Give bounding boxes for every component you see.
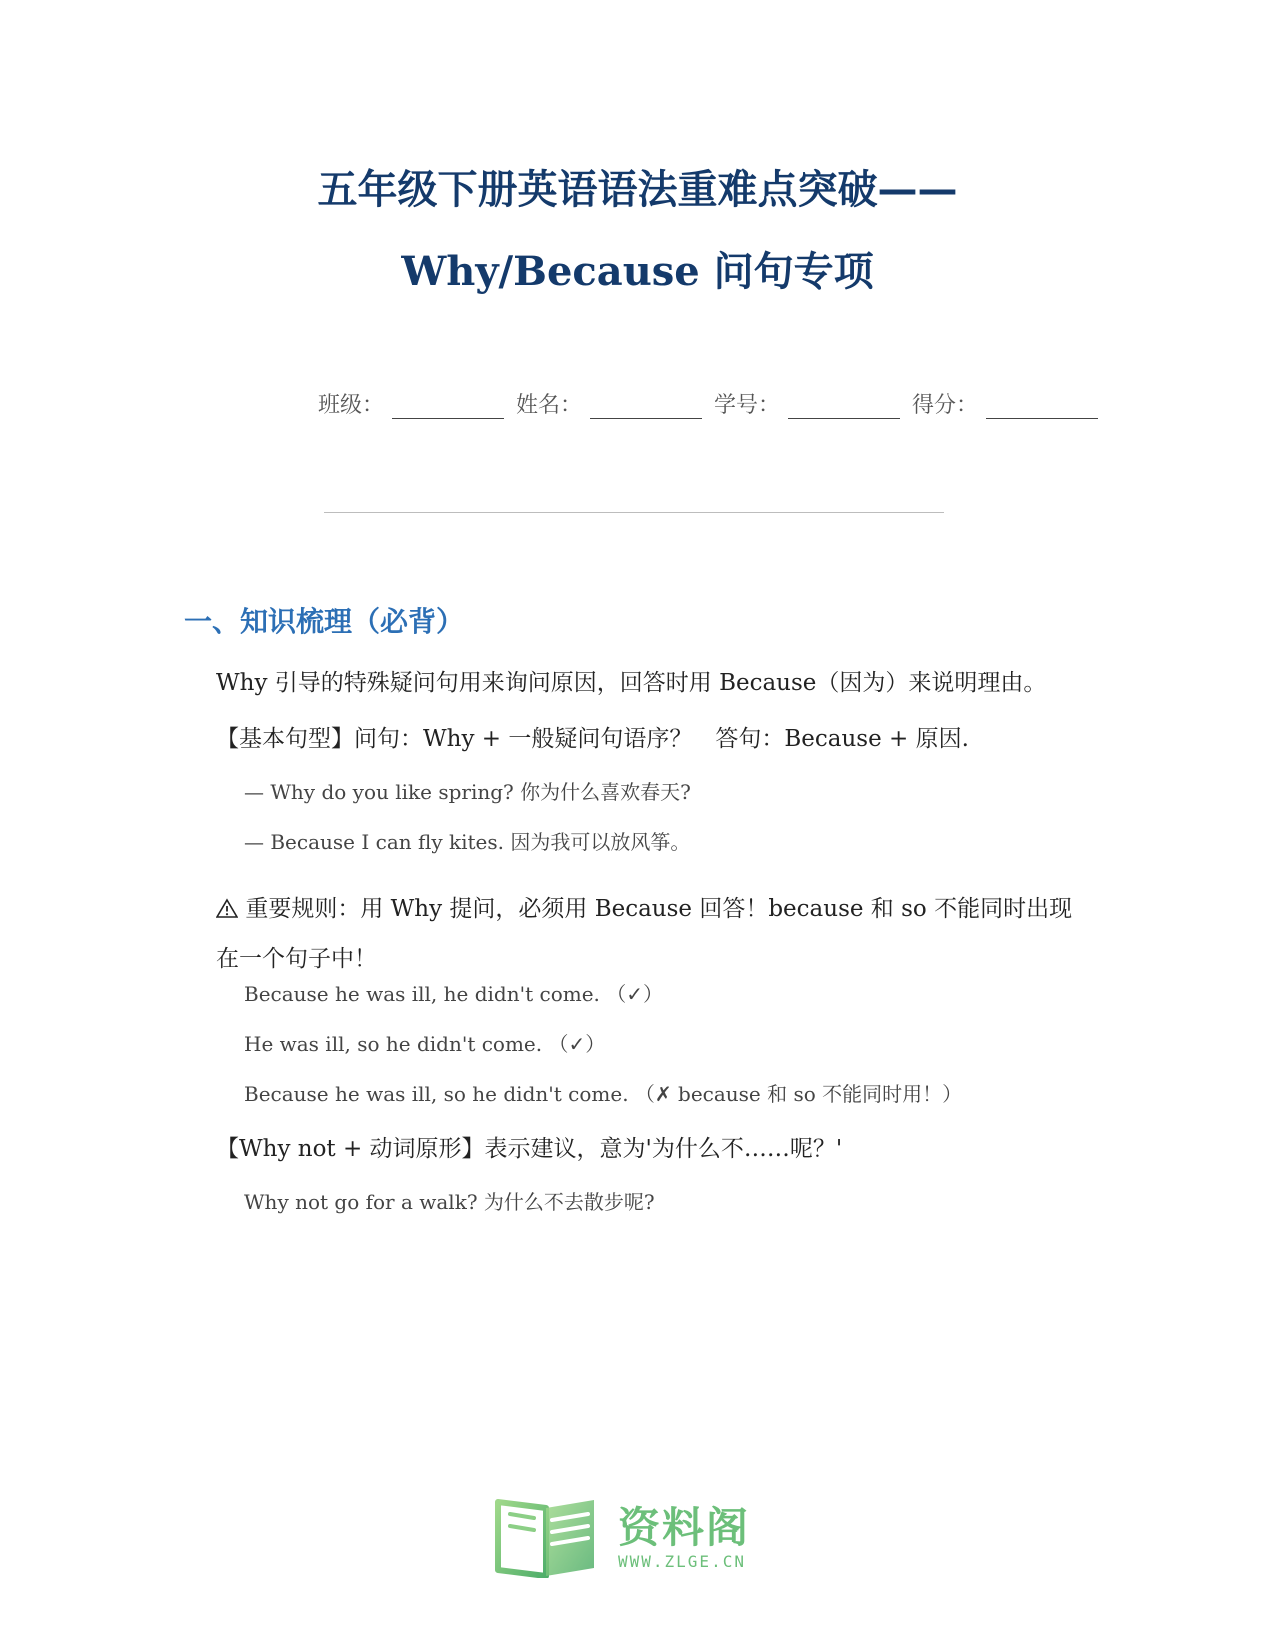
header-divider	[324, 512, 944, 513]
basic-pattern: 【基本句型】问句：Why + 一般疑问句语序？ 答句：Because + 原因.	[216, 726, 969, 752]
info-score-blank[interactable]	[986, 392, 1098, 419]
example-answer: — Because I can fly kites. 因为我可以放风筝。	[244, 830, 691, 854]
warning-text: 重要规则：用 Why 提问，必须用 Because 回答！because 和 so 不能同时出现在一个句子中！	[216, 896, 1073, 972]
book-logo-icon	[490, 1496, 610, 1578]
section-1-heading: 一、知识梳理（必背）	[184, 605, 465, 638]
intro-paragraph: Why 引导的特殊疑问句用来询问原因，回答时用 Because（因为）来说明理由。	[216, 670, 1047, 696]
info-student-id	[714, 388, 900, 419]
logo-chinese-name: 资料阁	[618, 1502, 751, 1552]
title-line-1: 五年级下册英语语法重难点突破——	[317, 167, 958, 213]
title-line-2-chinese: 问句专项	[699, 249, 874, 295]
info-class	[318, 388, 504, 419]
info-score-label: 得分：	[912, 393, 979, 418]
info-name	[516, 388, 702, 419]
info-score	[912, 388, 1098, 419]
info-name-label: 姓名：	[516, 393, 583, 418]
title-line-2	[0, 240, 1275, 297]
warning-icon	[216, 896, 245, 922]
logo-text	[618, 1504, 750, 1571]
wrong-example: Because he was ill, so he didn't come. （✗ because 和 so 不能同时用！）	[244, 1082, 963, 1106]
correct-example-1: Because he was ill, he didn't come. （✓）	[244, 982, 664, 1006]
why-not-rule: 【Why not + 动词原形】表示建议，意为'为什么不……呢？'	[216, 1136, 843, 1162]
info-class-blank[interactable]	[392, 392, 504, 419]
info-student-id-label: 学号：	[714, 393, 781, 418]
correct-example-2: He was ill, so he didn't come. （✓）	[244, 1032, 606, 1056]
example-question: — Why do you like spring? 你为什么喜欢春天?	[244, 780, 691, 804]
warning-rule	[216, 884, 1076, 984]
info-class-label: 班级：	[318, 393, 385, 418]
info-student-id-blank[interactable]	[788, 392, 900, 419]
logo-url[interactable]: WWW.ZLGE.CN	[618, 1551, 746, 1571]
info-name-blank[interactable]	[590, 392, 702, 419]
why-not-example: Why not go for a walk? 为什么不去散步呢?	[244, 1190, 655, 1214]
student-info-row	[318, 388, 1110, 419]
site-logo	[490, 1496, 790, 1578]
title-line-2-english: Why/Because	[401, 248, 700, 295]
